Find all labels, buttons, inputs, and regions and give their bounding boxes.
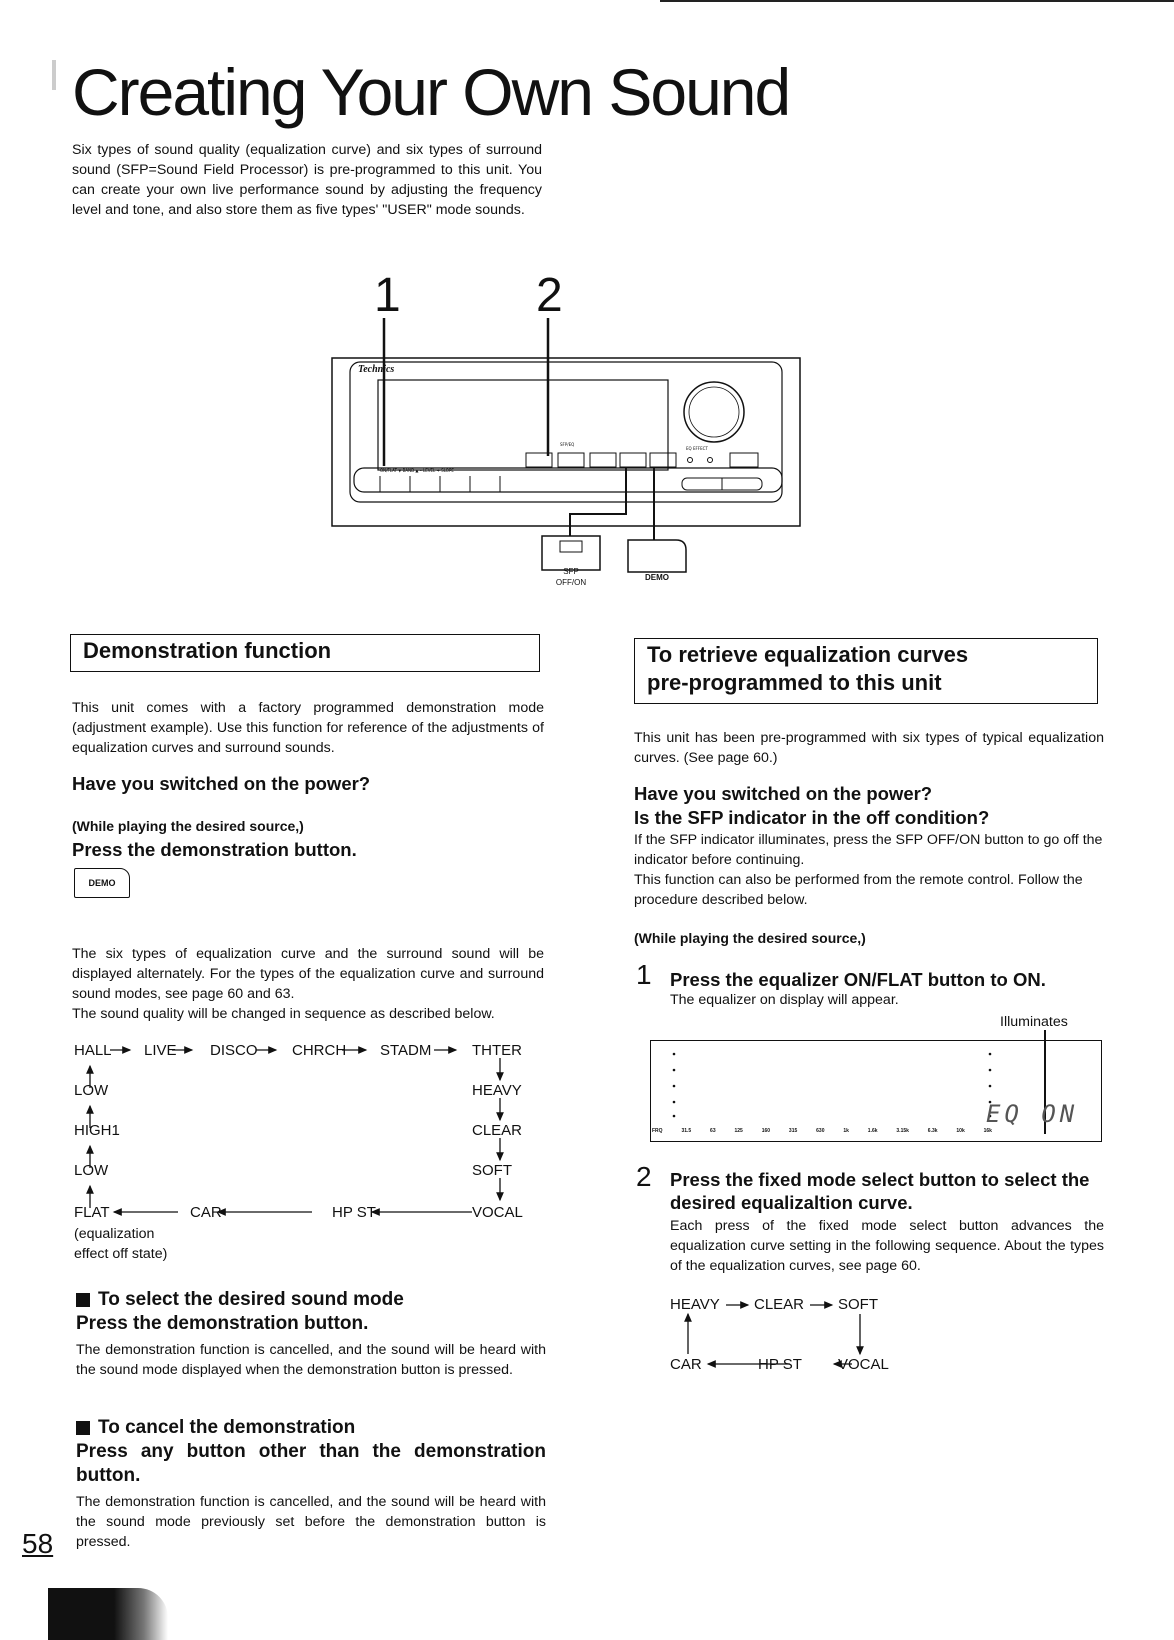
sfp-key-label-bottom: OFF/ON	[555, 578, 587, 587]
freq-label: 315	[788, 1128, 798, 1134]
select-mode-subheading: Press the demonstration button.	[76, 1313, 369, 1334]
eq-seq-vocal: VOCAL	[838, 1356, 889, 1373]
right-heading-line-2: pre-programmed to this unit	[647, 670, 942, 695]
step-2-number: 2	[636, 1161, 652, 1192]
left-para-intro: This unit comes with a factory programmed demonstration mode (adjustment example). Use this function for reference of the adjustments of equalization curves and surround sounds.	[72, 700, 544, 756]
freq-label: 10k	[956, 1128, 965, 1134]
freq-label: 3.15k	[896, 1128, 909, 1134]
display-window	[378, 380, 668, 470]
eq-seq-heavy: HEAVY	[670, 1296, 720, 1313]
demo-key-outline	[628, 540, 686, 572]
brand-logo-text: Technics	[358, 364, 395, 375]
eq-seq-car: CAR	[670, 1356, 702, 1373]
seq-disco: DISCO	[210, 1042, 258, 1059]
eq-seq-clear: CLEAR	[754, 1296, 805, 1313]
cancel-demo-subheading: Press any button other than the demonstration button.	[76, 1441, 546, 1486]
demo-key-icon: DEMO	[74, 868, 130, 898]
volume-knob	[684, 382, 744, 442]
seq-thter: THTER	[472, 1042, 522, 1059]
panel-face	[350, 362, 782, 502]
page-title: Creating Your Own Sound	[72, 55, 790, 129]
freq-label: FRQ	[652, 1128, 663, 1134]
scan-edge-shadow	[48, 1588, 168, 1640]
left-para-alternate: The six types of equalization curve and the surround sound will be displayed alternately. For the types of the equalization curve and surround sound modes, see page 60 and 63.	[72, 946, 544, 1002]
seq-flat-note-1: (equalization	[74, 1226, 155, 1242]
seq-vocal: VOCAL	[472, 1204, 523, 1221]
seq-soft: SOFT	[472, 1162, 512, 1179]
seq-car: CAR	[190, 1204, 222, 1221]
seq-low-1: LOW	[74, 1082, 109, 1099]
svg-text:ON/FLAT ▼ BAND ▲ – LEVEL +: ON/FLAT ▼ BAND ▲ – LEVEL + SLOPE	[380, 468, 454, 473]
step-1-note: The equalizer on display will appear.	[670, 992, 899, 1008]
right-sfp-note-1: If the SFP indicator illuminates, press the SFP OFF/ON button to go off the indicator before continuing.	[634, 832, 1103, 868]
left-press-demo: Press the demonstration button.	[72, 839, 357, 860]
bullet-square-cancel	[76, 1421, 90, 1435]
top-rule	[660, 0, 1174, 2]
freq-label: 1.6k	[867, 1128, 878, 1134]
step-1-number: 1	[636, 959, 652, 990]
freq-label: 63	[710, 1128, 716, 1134]
callout-1: 1	[374, 269, 401, 322]
left-section-heading: Demonstration function	[70, 634, 540, 672]
right-heading-line-1: To retrieve equalization curves	[647, 642, 969, 667]
seq-flat-note-2: effect off state)	[74, 1246, 168, 1262]
unit-front-panel-illustration	[330, 318, 810, 604]
page-number: 58	[22, 1528, 54, 1559]
demo-key-label: DEMO	[645, 573, 669, 582]
left-para-sequence: The sound quality will be changed in sequence as described below.	[72, 1006, 495, 1022]
right-while-playing: (While playing the desired source,)	[634, 930, 866, 946]
scan-mark	[52, 60, 56, 90]
step-2-instruction: Press the fixed mode select button to select the desired equalizaltion curve.	[670, 1169, 1090, 1213]
seq-clear: CLEAR	[472, 1122, 523, 1139]
svg-text:EQ EFFECT: EQ EFFECT	[686, 446, 708, 451]
illuminates-label: Illuminates	[1000, 1014, 1068, 1030]
freq-label: 31.5	[681, 1128, 692, 1134]
cancel-demo-heading: To cancel the demonstration	[98, 1417, 356, 1438]
eq-seq-hp-st: HP ST	[758, 1356, 802, 1373]
freq-label: 160	[761, 1128, 771, 1134]
step-1-instruction: Press the equalizer ON/FLAT button to ON.	[670, 969, 1046, 990]
eq-frequency-labels	[652, 1128, 992, 1134]
sfp-key-label-top: SFP	[563, 567, 579, 576]
svg-text:SFP/EQ: SFP/EQ	[560, 442, 575, 447]
eq-seq-soft: SOFT	[838, 1296, 878, 1313]
seq-stadm: STADM	[380, 1042, 432, 1059]
select-mode-text: The demonstration function is cancelled, and the sound will be heard with the sound mode displayed when the demonstration button is pressed.	[76, 1342, 546, 1378]
bullet-square-select	[76, 1293, 90, 1307]
seq-heavy: HEAVY	[472, 1082, 522, 1099]
seq-high1: HIGH1	[74, 1122, 120, 1139]
seq-live: LIVE	[144, 1042, 177, 1059]
right-question-sfp: Is the SFP indicator in the off condition?	[634, 807, 990, 828]
seq-low-2: LOW	[74, 1162, 109, 1179]
right-sfp-note-2: This function can also be performed from the remote control. Follow the procedure described below.	[634, 872, 1083, 908]
seq-flat: FLAT	[74, 1204, 110, 1221]
right-question-power: Have you switched on the power?	[634, 783, 933, 804]
intro-text: Six types of sound quality (equalization curve) and six types of surround sound (SFP=Sound Field Processor) is pre-programmed to this unit. You can create your own live performance sound by adjusting the frequency level and tone, and also store them as five types' "USER" mode sounds.	[72, 142, 542, 218]
callout-2: 2	[536, 269, 563, 322]
freq-label: 6.3k	[927, 1128, 938, 1134]
eq-on-display-text: EQ ON	[986, 1100, 1079, 1128]
cancel-demo-text: The demonstration function is cancelled, and the sound will be heard with the sound mode previously set before the demonstration button is pressed.	[76, 1494, 546, 1550]
left-while-playing: (While playing the desired source,)	[72, 818, 304, 834]
freq-label: 16k	[983, 1128, 992, 1134]
seq-hp-st: HP ST	[332, 1204, 376, 1221]
step-2-note: Each press of the fixed mode select button advances the equalization curve setting in the following sequence. About the types of the equalization curves, see page 60.	[670, 1218, 1104, 1274]
freq-label: 630	[816, 1128, 825, 1134]
right-para-intro: This unit has been pre-programmed with six types of typical equalization curves. (See page 60.)	[634, 730, 1104, 766]
seq-chrch: CHRCH	[292, 1042, 347, 1059]
right-section-heading	[634, 638, 1098, 704]
freq-label: 1k	[843, 1128, 849, 1134]
seq-hall: HALL	[74, 1042, 112, 1059]
freq-label: 125	[734, 1128, 743, 1134]
left-question-power: Have you switched on the power?	[72, 773, 371, 794]
select-mode-heading: To select the desired sound mode	[98, 1289, 404, 1310]
